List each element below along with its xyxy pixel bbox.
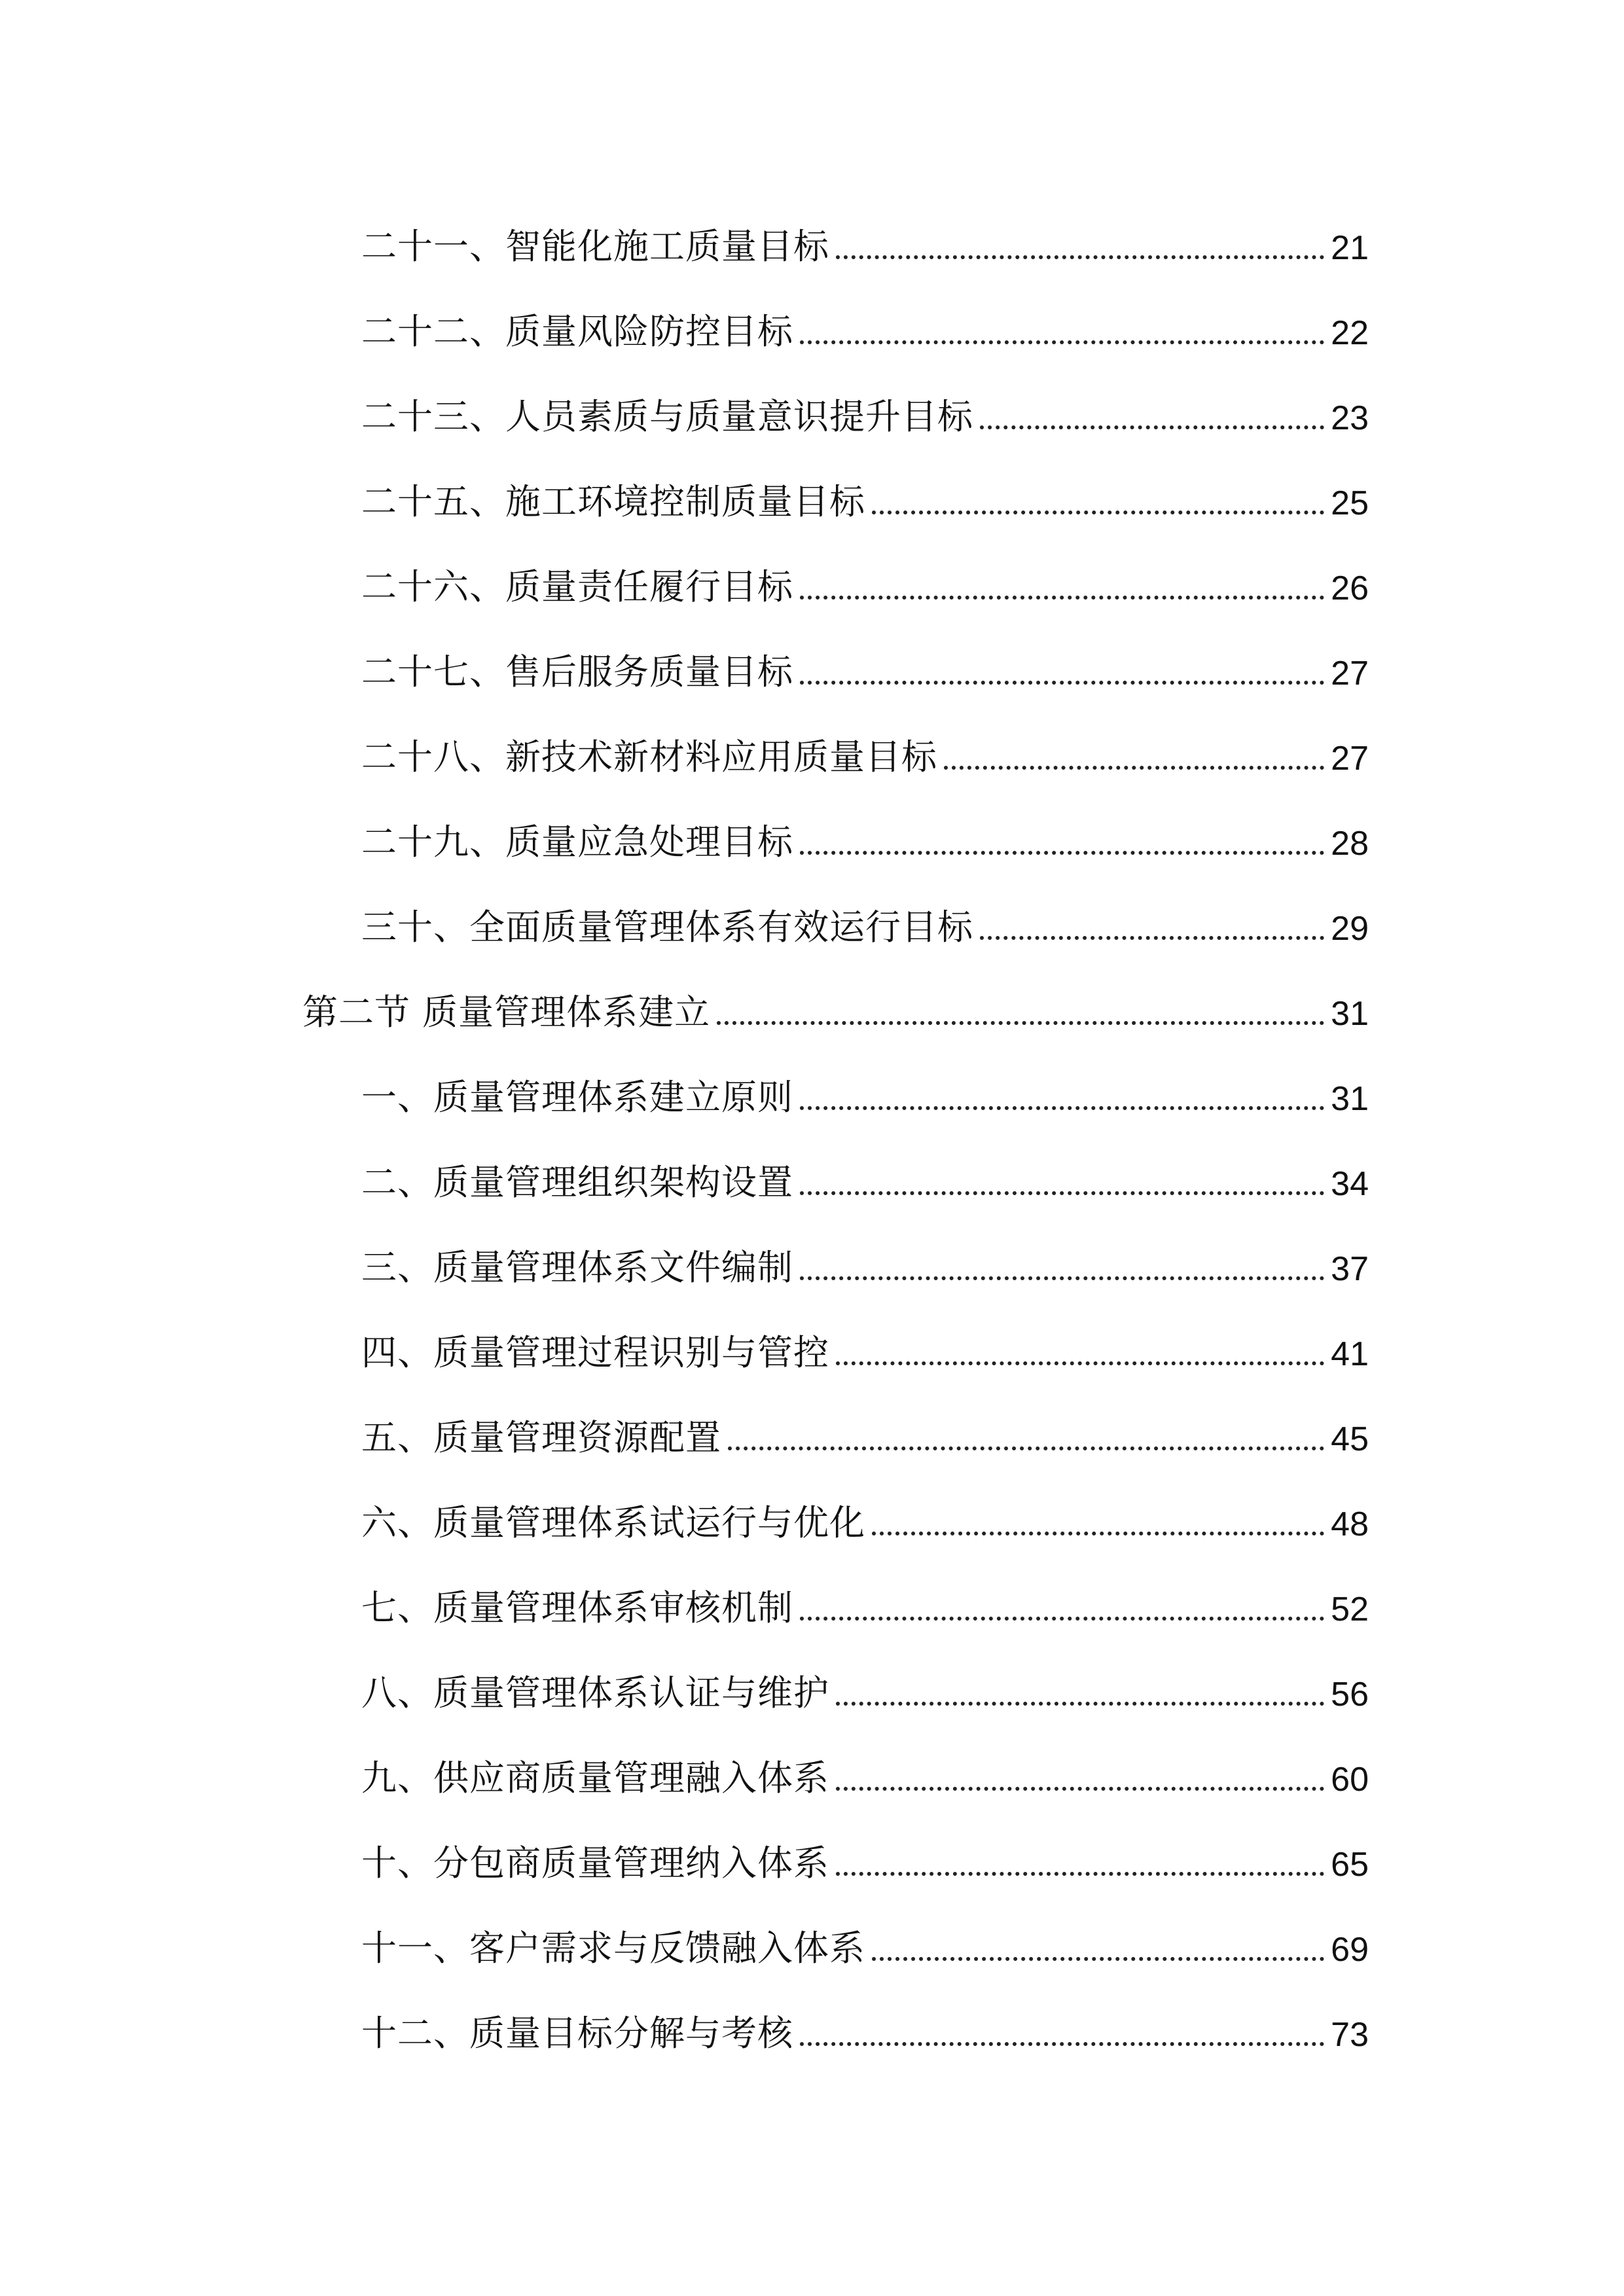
toc-entry[interactable] [361,628,1369,694]
toc-entry[interactable] [361,1990,1369,2055]
toc-entry-title: 三十、全面质量管理体系有效运行目标 [361,906,973,948]
toc-page-number: 22 [1331,314,1369,352]
toc-page-number: 65 [1331,1845,1369,1884]
toc-dot-leader [836,255,1324,259]
toc-dot-leader [717,1021,1324,1025]
toc-page-number: 23 [1331,399,1369,437]
toc-entry[interactable] [361,1139,1369,1204]
toc-entry[interactable] [361,458,1369,524]
toc-page-number: 29 [1331,909,1369,948]
toc-dot-leader [872,511,1324,514]
toc-entry[interactable] [361,798,1369,864]
toc-page-number: 25 [1331,484,1369,522]
toc-dot-leader [800,2042,1324,2046]
toc-section-entry[interactable] [302,969,1369,1034]
toc-dot-leader [872,1532,1324,1535]
toc-page-number: 37 [1331,1249,1369,1288]
toc-entry-title: 四、质量管理过程识别与管控 [361,1332,829,1374]
toc-entry-title: 十一、客户需求与反馈融入体系 [361,1928,865,1969]
toc-page-number: 27 [1331,654,1369,692]
toc-entry[interactable] [361,1224,1369,1289]
toc-dot-leader [800,340,1324,344]
toc-entry-title: 八、质量管理体系认证与维护 [361,1672,829,1714]
toc-page-number: 52 [1331,1590,1369,1628]
toc-entry-title: 二十八、新技术新材料应用质量目标 [361,736,937,778]
toc-entry[interactable] [361,1820,1369,1885]
toc-dot-leader [980,425,1324,429]
toc-entry-title: 九、供应商质量管理融入体系 [361,1757,829,1799]
toc-dot-leader [800,596,1324,600]
toc-entry[interactable] [361,884,1369,949]
toc-page-number: 60 [1331,1760,1369,1799]
toc-page-number: 31 [1331,1079,1369,1118]
toc-dot-leader [800,1617,1324,1621]
toc-dot-leader [872,1957,1324,1961]
toc-entry[interactable] [361,1054,1369,1119]
toc-page-number: 26 [1331,569,1369,607]
toc-dot-leader [944,766,1324,770]
toc-entry-title: 十、分包商质量管理纳入体系 [361,1842,829,1884]
toc-page-number: 31 [1331,994,1369,1033]
toc-dot-leader [800,1191,1324,1195]
toc-entry-title: 二十一、智能化施工质量目标 [361,226,829,268]
toc-dot-leader [836,1361,1324,1365]
toc-entry-title: 六、质量管理体系试运行与优化 [361,1502,865,1544]
toc-entry[interactable] [361,1309,1369,1374]
toc-entry-title: 二十三、人员素质与质量意识提升目标 [361,396,973,438]
toc-dot-leader [800,1276,1324,1280]
toc-entry-title: 一、质量管理体系建立原则 [361,1077,793,1119]
toc-entry-title: 二十九、质量应急处理目标 [361,821,793,863]
toc-page-number: 69 [1331,1930,1369,1969]
toc-entry[interactable] [361,543,1369,609]
toc-entry-title: 七、质量管理体系审核机制 [361,1587,793,1629]
toc-page-number: 56 [1331,1675,1369,1713]
toc-page-number: 41 [1331,1335,1369,1373]
toc-entry-title: 十二、质量目标分解与考核 [361,2013,793,2054]
toc-page-number: 48 [1331,1505,1369,1543]
toc-page-number: 73 [1331,2015,1369,2054]
toc-dot-leader [800,1106,1324,1110]
toc-entry-title: 五、质量管理资源配置 [361,1417,721,1459]
toc-entry[interactable] [361,203,1369,268]
toc-entry-title: 三、质量管理体系文件编制 [361,1247,793,1289]
toc-entry[interactable] [361,713,1369,779]
toc-page-number: 21 [1331,228,1369,267]
toc-dot-leader [836,1872,1324,1876]
toc-page-number: 28 [1331,824,1369,863]
toc-entry-title: 二十五、施工环境控制质量目标 [361,481,865,523]
toc-dot-leader [800,851,1324,855]
toc-entry[interactable] [361,1905,1369,1970]
toc-entry[interactable] [361,373,1369,439]
toc-dot-leader [980,936,1324,940]
toc-page-number: 45 [1331,1420,1369,1458]
toc-entry-title: 二十二、质量风险防控目标 [361,311,793,353]
toc-entry[interactable] [361,1479,1369,1545]
toc-dot-leader [728,1446,1324,1450]
toc-entry[interactable] [361,1734,1369,1800]
toc-entry-title: 二十六、质量责任履行目标 [361,566,793,608]
toc-page-number: 34 [1331,1164,1369,1203]
toc-entry-title: 第二节 质量管理体系建立 [302,992,711,1033]
toc-dot-leader [800,681,1324,685]
toc-entry[interactable] [361,1564,1369,1630]
toc-entry-title: 二、质量管理组织架构设置 [361,1162,793,1204]
toc-entry-title: 二十七、售后服务质量目标 [361,651,793,693]
toc-entry[interactable] [361,1394,1369,1460]
toc-entry[interactable] [361,288,1369,353]
toc-page-number: 27 [1331,739,1369,778]
toc-dot-leader [836,1702,1324,1706]
toc-dot-leader [836,1787,1324,1791]
toc-entry[interactable] [361,1649,1369,1715]
